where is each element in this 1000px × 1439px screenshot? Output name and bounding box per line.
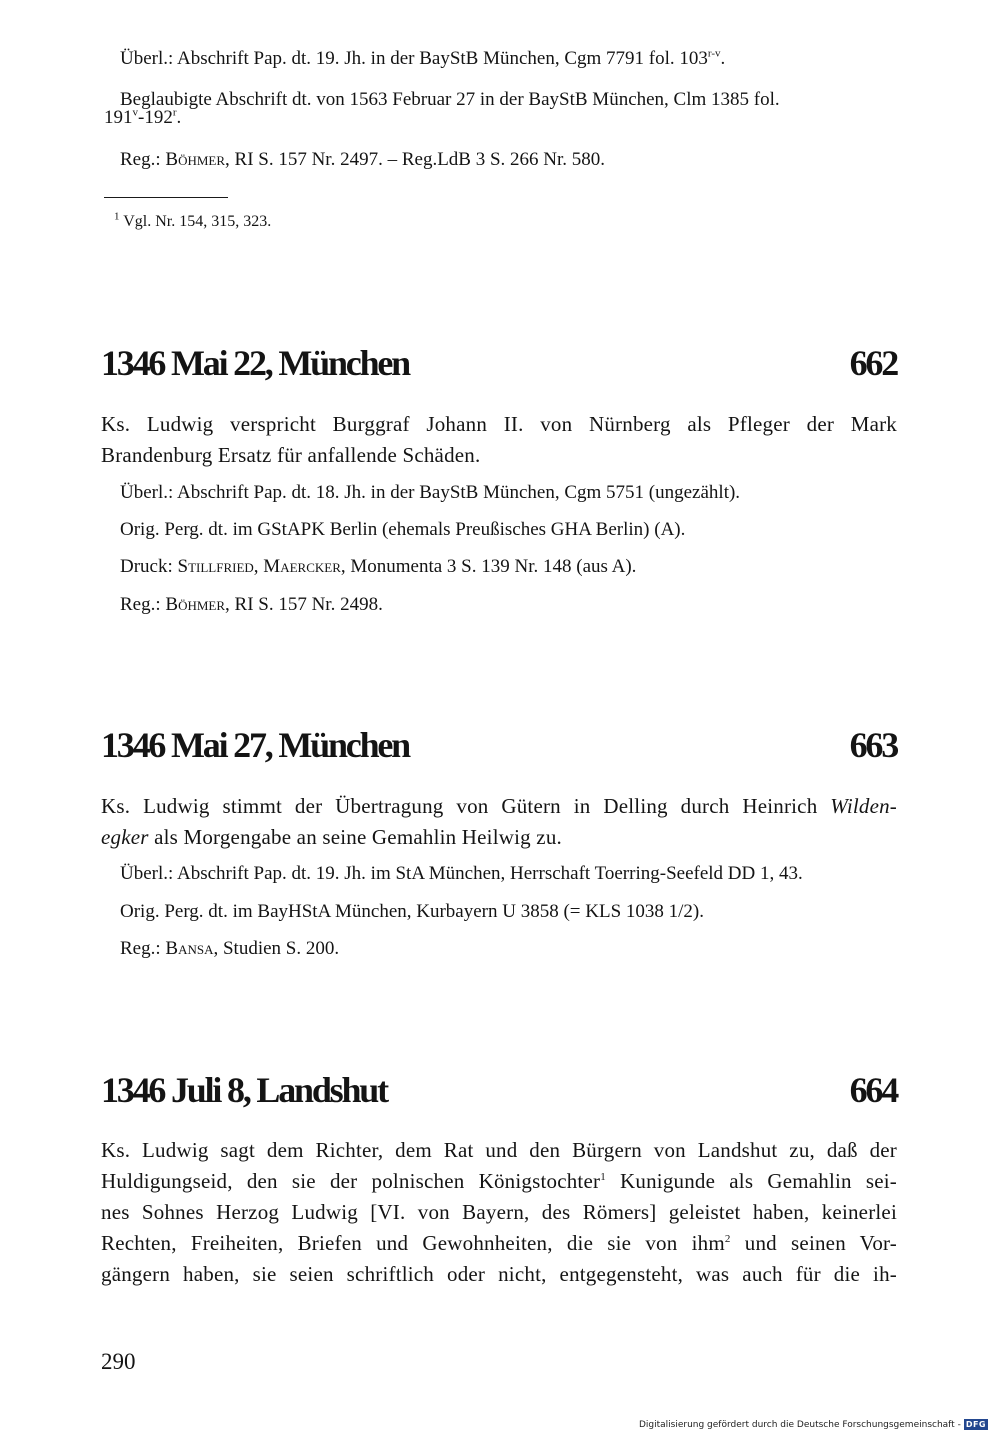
- funding-note: Digitalisierung gefördert durch die Deutsche Forschungsgemeinschaft - DFG: [638, 1419, 986, 1430]
- footnote-mark: 1: [600, 1171, 606, 1183]
- source-original: Orig. Perg. dt. im BayHStA München, Kurbayern U 3858 (= KLS 1038 1/2).: [120, 901, 705, 922]
- source-regest: Reg.: Böhmer, RI S. 157 Nr. 2497. – Reg.LdB 3 S. 266 Nr. 580.: [120, 149, 606, 170]
- source-ueberlieferung: Überl.: Abschrift Pap. dt. 18. Jh. in der BayStB München, Cgm 5751 (ungezählt).: [120, 482, 741, 503]
- source-regest: Reg.: Bansa, Studien S. 200.: [120, 938, 340, 959]
- entry-number: 663: [849, 725, 897, 765]
- entry-number: 664: [849, 1070, 897, 1110]
- source-ueberlieferung: Überl.: Abschrift Pap. dt. 19. Jh. im StA München, Herrschaft Toerring-Seefeld DD 1, 43.: [120, 863, 803, 884]
- entry-title: 1346 Mai 22, München: [101, 343, 410, 383]
- dfg-logo-icon: DFG: [965, 1420, 986, 1429]
- entry-regest: Ks. Ludwig stimmt der Übertragung von Gütern in Delling durch Heinrich Wilden- egker als Morgengabe an seine Gemahlin Heilwig zu.: [101, 794, 897, 849]
- entry-heading-663: [101, 724, 897, 770]
- source-beglaubigte-abschrift-cont: 191$^v$-192$^r$.: [104, 106, 182, 128]
- entry-regest: Ks. Ludwig sagt dem Richter, dem Rat und den Bürgern von Landshut zu, daß der Huldigungseid, den sie der polnischen Königstochter$^1$ Kunigunde als Gemahlin sei- nes Sohnes Herzog Ludwig [VI. von Bayern, des Römers] geleistet haben, keinerlei Rechten, Freiheiten, Briefen und Gewohnheiten, die sie von ihm$^2$ und seinen Vor- gängern haben, sie seien schriftlich oder nicht, entgegensteht, was auch für die ih-: [101, 1138, 898, 1286]
- source-original: Orig. Perg. dt. im GStAPK Berlin (ehemals Preußisches GHA Berlin) (A).: [120, 519, 686, 540]
- entry-number: 662: [849, 343, 897, 383]
- footnote-rule: [104, 197, 228, 198]
- entry-heading-662: [101, 342, 897, 388]
- entry-heading-664: [101, 1069, 897, 1115]
- source-druck: Druck: Stillfried, Maercker, Monumenta 3 S. 139 Nr. 148 (aus A).: [120, 556, 637, 577]
- footnote: $^1$ Vgl. Nr. 154, 315, 323.: [114, 210, 272, 230]
- source-beglaubigte-abschrift: Beglaubigte Abschrift dt. von 1563 Februar 27 in der BayStB München, Clm 1385 fol.: [120, 89, 780, 110]
- footnote-mark: 2: [724, 1233, 731, 1245]
- entry-regest: Ks. Ludwig verspricht Burggraf Johann II. von Nürnberg als Pfleger der Mark Brandenburg Ersatz für anfallende Schäden.: [101, 412, 897, 467]
- source-ueberlieferung: Überl.: Abschrift Pap. dt. 19. Jh. in der BayStB München, Cgm 7791 fol. 103$^{r-v}$.: [120, 47, 726, 69]
- source-regest: Reg.: Böhmer, RI S. 157 Nr. 2498.: [120, 594, 383, 615]
- entry-title: 1346 Mai 27, München: [101, 725, 410, 765]
- page-number: 290: [101, 1349, 136, 1374]
- entry-title: 1346 Juli 8, Landshut: [101, 1070, 387, 1110]
